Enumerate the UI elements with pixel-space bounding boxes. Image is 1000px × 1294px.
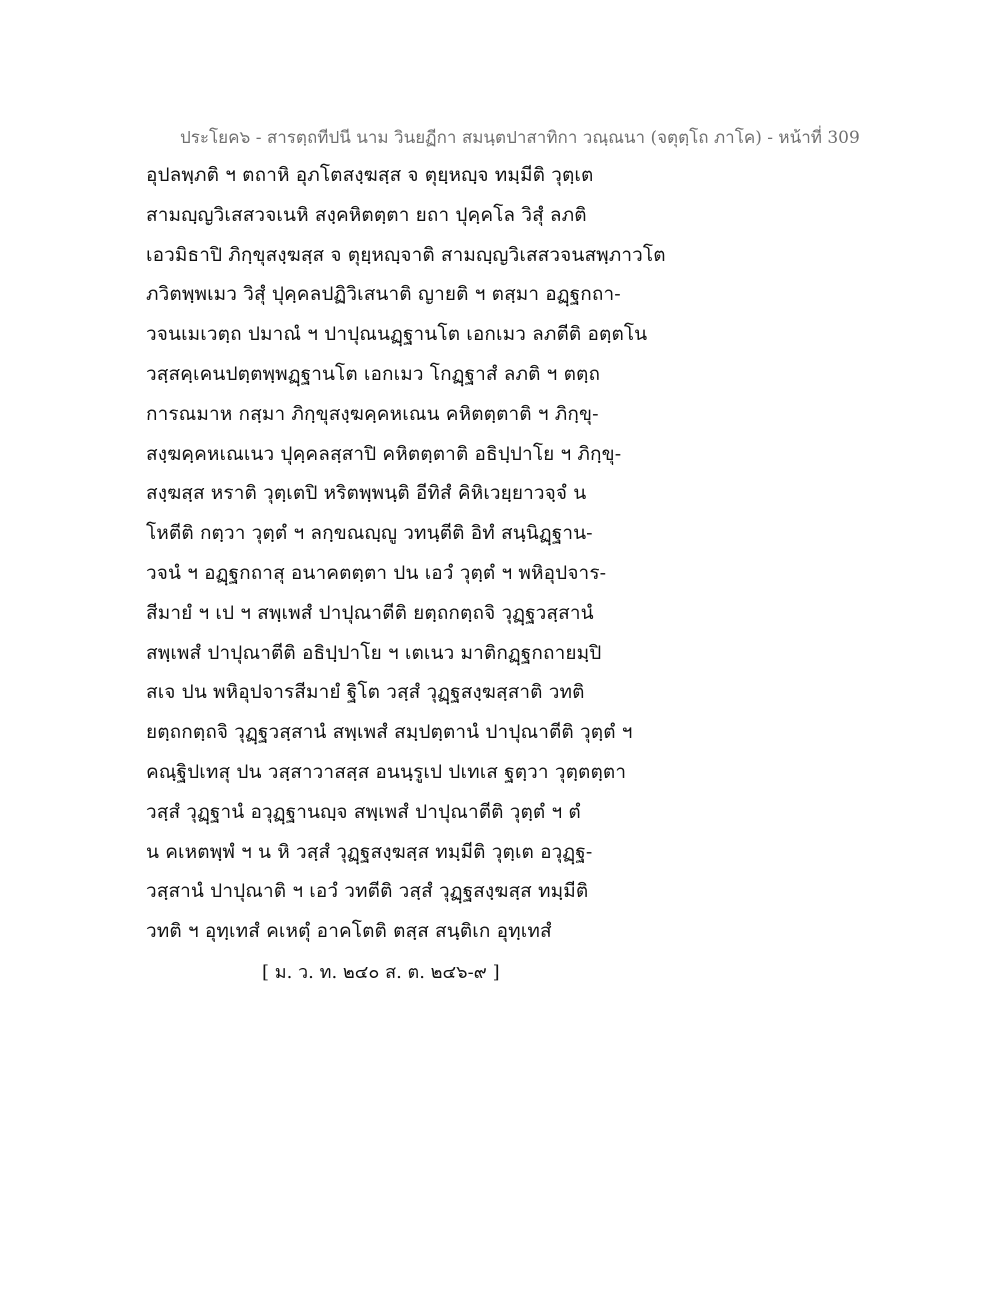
- source-reference: [ ม. ว. ท. ๒๔๐ ส. ต. ๒๔๖-๙ ]: [262, 962, 500, 983]
- text-line: วสฺสคฺเคนปตฺตพฺพฏฺฐานโต เอกเมว โกฏฺฐาสํ ลภติ ฯ ตตฺถ: [146, 362, 601, 385]
- body-text: [146, 160, 886, 956]
- text-line: ยตฺถกตฺถจิ วุฏฺฐวสฺสานํ สพฺเพสํ สมฺปตฺตานํ ปาปุณาตีติ วุตฺตํ ฯ: [146, 721, 633, 744]
- text-line: วสฺสํ วุฏฺฐานํ อวุฏฺฐานญฺจ สพฺเพสํ ปาปุณาตีติ วุตฺตํ ฯ ตํ: [146, 800, 581, 823]
- text-line: น คเหตพฺพํ ฯ น หิ วสฺสํ วุฏฺฐสงฺฆสฺส ทมฺมีติ วุตฺเต อวุฏฺฐ-: [146, 840, 593, 863]
- text-line: ภวิตพฺพเมว วิสุํ ปุคฺคลปฏิวิเสนาติ ญายติ ฯ ตสฺมา อฏฺฐกถา-: [146, 283, 621, 306]
- text-line: คณฺฐิปเทสุ ปน วสฺสาวาสสฺส อนนฺรูเป ปเทเส ฐตฺวา วุตฺตตฺตา: [146, 760, 627, 783]
- text-line: วสฺสานํ ปาปุณาติ ฯ เอวํ วทตีติ วสฺสํ วุฏฺฐสงฺฆสฺส ทมฺมีติ: [146, 880, 589, 903]
- text-line: วจนํ ฯ อฏฺฐกถาสุ อนาคตตฺตา ปน เอวํ วุตฺตํ ฯ พหิอุปจาร-: [146, 561, 607, 584]
- text-line: สามญฺญวิเสสวจเนหิ สงฺคหิตตฺตา ยถา ปุคฺคโล วิสุํ ลภติ: [146, 203, 587, 226]
- text-line: สเจ ปน พหิอุปจารสีมายํ ฐิโต วสฺสํ วุฏฺฐสงฺฆสฺสาติ วทติ: [146, 681, 585, 704]
- text-line: สงฺฆคฺคหเณเนว ปุคฺคลสฺสาปิ คหิตตฺตาติ อธิปฺปาโย ฯ ภิกฺขุ-: [146, 442, 622, 465]
- text-line: วทติ ฯ อุทฺเทสํ คเหตุํ อาคโตติ ตสฺส สนฺติเก อุทฺเทสํ: [146, 920, 552, 943]
- page-header: ประโยค๖ - สารตฺถทีปนี นาม วินยฏีกา สมนฺตปาสาทิกา วณฺณนา (จตุตฺโถ ภาโค) - หน้าที่ 309: [180, 128, 860, 148]
- text-line: อุปลพฺภติ ฯ ตถาหิ อุภโตสงฺฆสฺส จ ตุยฺหญฺจ ทมฺมีติ วุตฺเต: [146, 164, 594, 186]
- text-line: การณมาห กสฺมา ภิกฺขุสงฺฆคฺคหเณน คหิตตฺตาติ ฯ ภิกฺขุ-: [146, 402, 599, 425]
- text-line: วจนเมเวตฺถ ปมาณํ ฯ ปาปุณนฏฺฐานโต เอกเมว ลภตีติ อตฺตโน: [146, 323, 648, 346]
- text-line: เอวมิธาปิ ภิกฺขุสงฺฆสฺส จ ตุยฺหญฺจาติ สามญฺญวิเสสวจนสพฺภาวโต: [146, 243, 666, 266]
- text-line: สพฺเพสํ ปาปุณาตีติ อธิปฺปาโย ฯ เตเนว มาติกฏฺฐกถายมฺปิ: [146, 641, 602, 664]
- text-line: โหตีติ กตฺวา วุตฺตํ ฯ ลกฺขณญฺญู วทนฺตีติ อิทํ สนฺนิฏฺฐาน-: [146, 522, 593, 545]
- text-line: สีมายํ ฯ เป ฯ สพฺเพสํ ปาปุณาตีติ ยตฺถกตฺถจิ วุฏฺฐวสฺสานํ: [146, 601, 594, 624]
- text-line: สงฺฆสฺส หราติ วุตฺเตปิ หริตพฺพนฺติ อีทิสํ คิหิเวยฺยาวจฺจํ น: [146, 482, 587, 505]
